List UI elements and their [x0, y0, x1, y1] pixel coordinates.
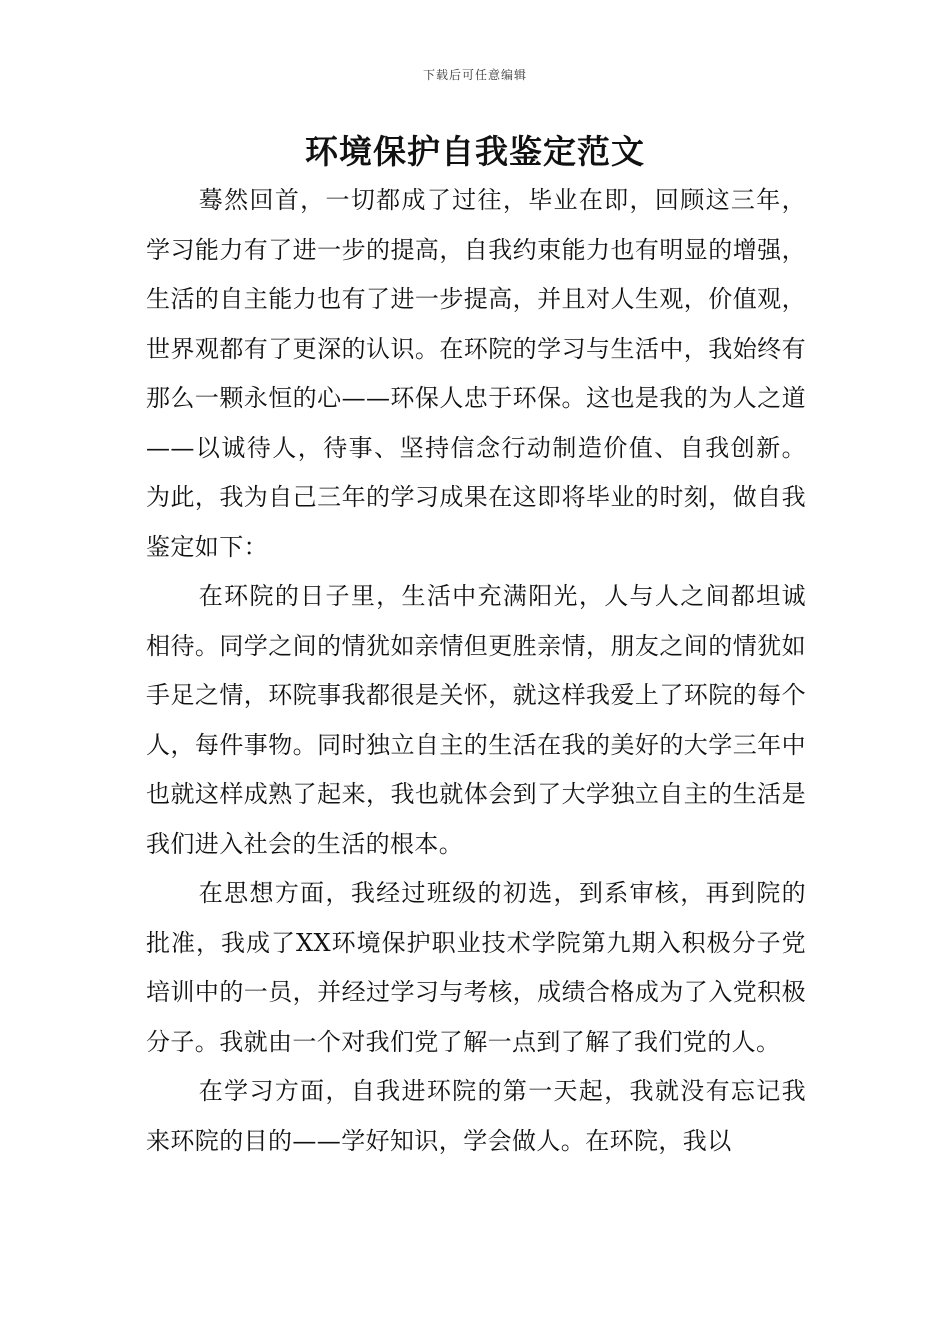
- document-title: 环境保护自我鉴定范文: [305, 132, 645, 171]
- paragraph-study: 在学习方面，自我进环院的第一天起，我就没有忘记我来环院的目的——学好知识，学会做人。在环院，我以: [146, 1077, 806, 1155]
- paragraph-thought: 在思想方面，我经过班级的初选，到系审核，再到院的批准，我成了XX环境保护职业技术学院第九期入积极分子党培训中的一员，并经过学习与考核，成绩合格成为了入党积极分子。我就由一个对我们党了解一点到了解了我们党的人。: [146, 879, 806, 1056]
- paragraph-intro: 蓦然回首，一切都成了过往，毕业在即，回顾这三年，学习能力有了进一步的提高，自我约束能力也有明显的增强，生活的自主能力也有了进一步提高，并且对人生观，价值观，世界观都有了更深的认识。在环院的学习与生活中，我始终有那么一颗永恒的心——环保人忠于环保。这也是我的为人之道——以诚待人，待事、坚持信念行动制造价值、自我创新。 为此，我为自己三年的学习成果在这即将毕业的时刻，做自我鉴定如下：: [146, 186, 806, 561]
- document-body: [146, 176, 806, 1166]
- header-note: 下载后可任意编辑: [422, 68, 527, 82]
- paragraph-life: 在环院的日子里，生活中充满阳光，人与人之间都坦诚相待。同学之间的情犹如亲情但更胜亲情，朋友之间的情犹如手足之情，环院事我都很是关怀，就这样我爱上了环院的每个人，每件事物。同时独立自主的生活在我的美好的大学三年中也就这样成熟了起来，我也就体会到了大学独立自主的生活是我们进入社会的生活的根本。: [146, 582, 806, 858]
